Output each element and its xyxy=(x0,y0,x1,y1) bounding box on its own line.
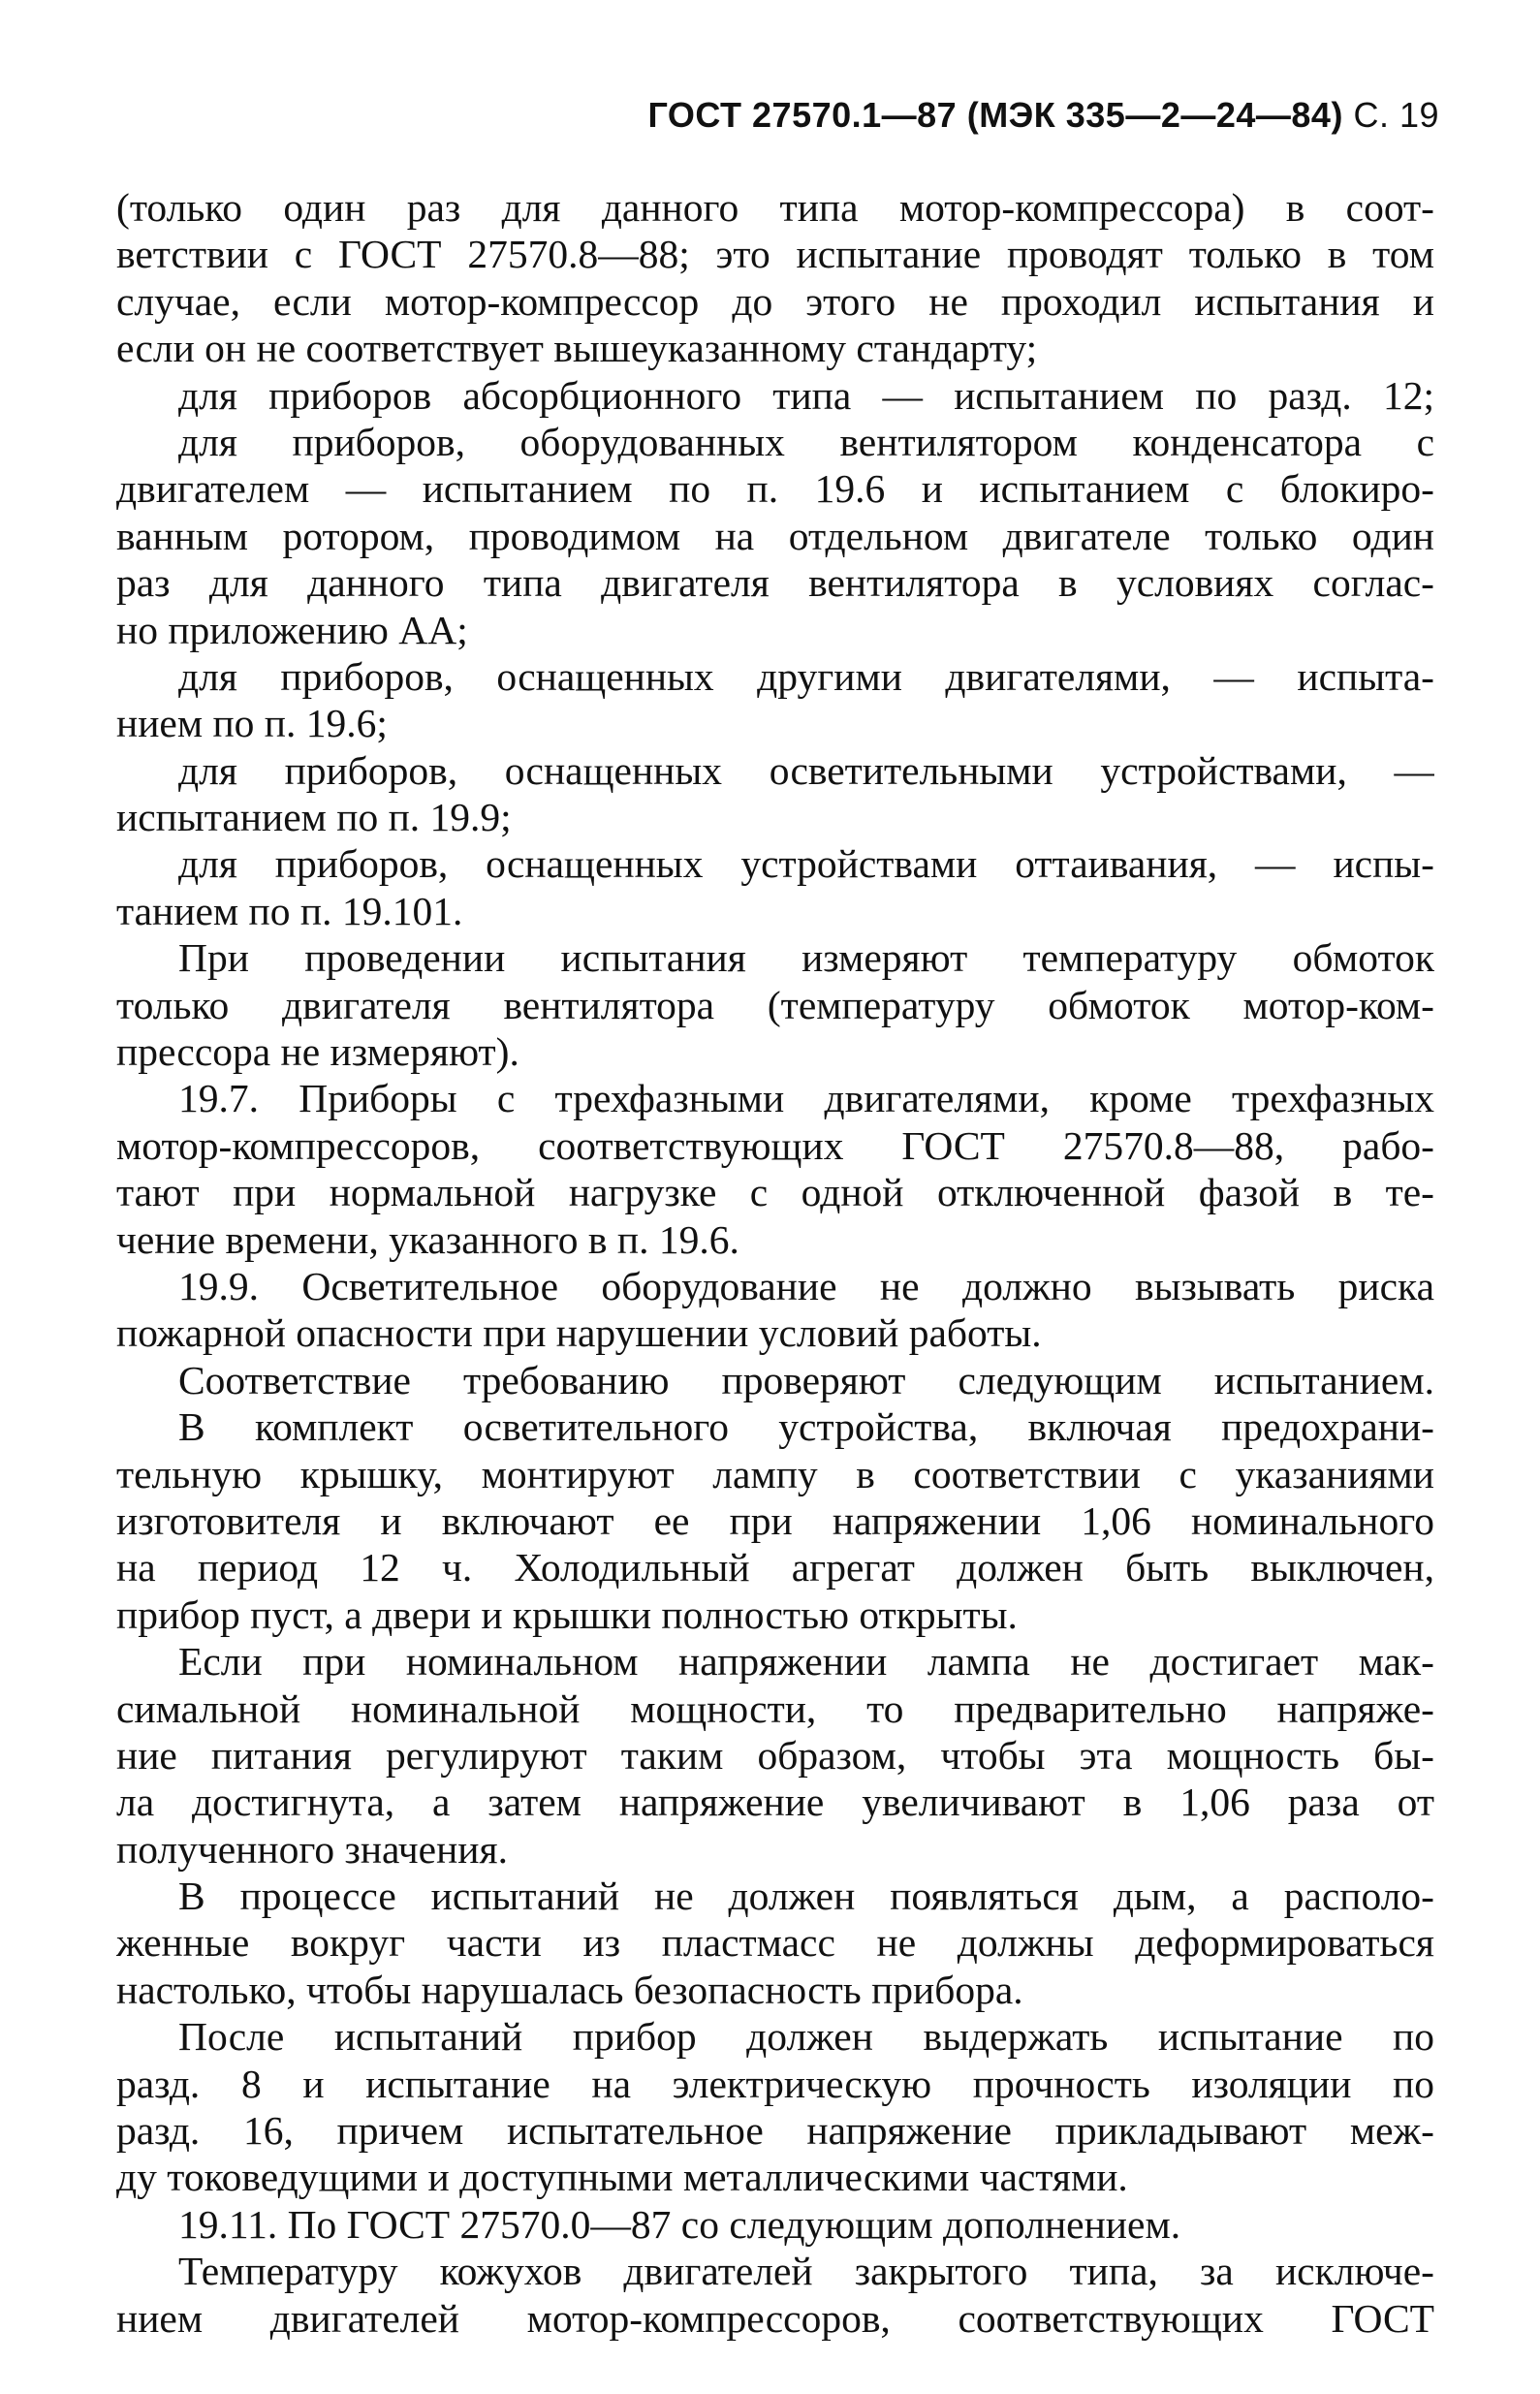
text-line: раз для данного типа двигателя вентилятора в условиях соглас- xyxy=(116,560,1434,606)
text-line: тельную крышку, монтируют лампу в соответствии с указаниями xyxy=(116,1451,1434,1496)
text-line: для приборов, оснащенных осветительными устройствами, — xyxy=(178,747,1434,793)
text-line: В комплект осветительного устройства, включая предохрани- xyxy=(178,1404,1434,1450)
text-line: для приборов, оснащенных другими двигателями, — испыта- xyxy=(178,653,1434,699)
text-line: разд. 8 и испытание на электрическую прочность изоляции по xyxy=(116,2061,1434,2106)
text-line: для приборов, оснащенных устройствами оттаивания, — испы- xyxy=(178,841,1434,887)
text-line: если он не соответствует вышеуказанному стандарту; xyxy=(116,326,1038,371)
text-line: (только один раз для данного типа мотор-компрессора) в соот- xyxy=(116,185,1434,230)
text-line: разд. 16, причем испытательное напряжение прикладывают меж- xyxy=(116,2108,1434,2154)
text-line: ние питания регулируют таким образом, чтобы эта мощность бы- xyxy=(116,1732,1434,1778)
text-line: Температуру кожухов двигателей закрытого типа, за исключе- xyxy=(178,2249,1434,2294)
text-line: только двигателя вентилятора (температуру обмоток мотор-ком- xyxy=(116,982,1434,1027)
text-line: пожарной опасности при нарушении условий работы. xyxy=(116,1310,1042,1356)
text-line: ванным ротором, проводимом на отдельном двигателе только один xyxy=(116,513,1434,558)
text-line: 19.9. Осветительное оборудование не должно вызывать риска xyxy=(178,1263,1434,1308)
text-line: В процессе испытаний не должен появляться дым, а располо- xyxy=(178,1874,1434,1919)
text-line: Если при номинальном напряжении лампа не достигает мак- xyxy=(178,1639,1434,1685)
text-line: симальной номинальной мощности, то предварительно напряже- xyxy=(116,1685,1434,1731)
text-line: ду токоведущими и доступными металлическими частями. xyxy=(116,2155,1128,2200)
text-line: 19.11. По ГОСТ 27570.0—87 со следующим дополнением. xyxy=(178,2201,1181,2247)
text-line: испытанием по п. 19.9; xyxy=(116,795,512,840)
text-line: чение времени, указанного в п. 19.6. xyxy=(116,1216,739,1262)
text-line: женные вокруг части из пластмасс не должны деформироваться xyxy=(116,1920,1434,1966)
text-line: для приборов, оборудованных вентилятором конденсатора с xyxy=(178,419,1434,464)
text-line: ветствии с ГОСТ 27570.8—88; это испытание проводят только в том xyxy=(116,232,1434,277)
text-line: но приложению АА; xyxy=(116,607,468,652)
text-line: танием по п. 19.101. xyxy=(116,888,463,933)
text-line: ла достигнута, а затем напряжение увеличивают в 1,06 раза от xyxy=(116,1780,1434,1825)
text-line: При проведении испытания измеряют температуру обмоток xyxy=(178,935,1434,981)
text-line: для приборов абсорбционного типа — испытанием по разд. 12; xyxy=(178,372,1434,418)
text-line: тают при нормальной нагрузке с одной отключенной фазой в те- xyxy=(116,1170,1434,1215)
text-line: на период 12 ч. Холодильный агрегат должен быть выключен, xyxy=(116,1545,1434,1591)
text-line: прибор пуст, а двери и крышки полностью открыты. xyxy=(116,1591,1018,1637)
text-line: После испытаний прибор должен выдержать испытание по xyxy=(178,2014,1434,2060)
text-line: мотор-компрессоров, соответствующих ГОСТ 27570.8—88, рабо- xyxy=(116,1122,1434,1168)
text-line: двигателем — испытанием по п. 19.6 и испытанием с блокиро- xyxy=(116,466,1434,512)
text-line: случае, если мотор-компрессор до этого не проходил испытания и xyxy=(116,278,1434,324)
page-number: С. 19 xyxy=(1353,95,1439,135)
text-line: 19.7. Приборы с трехфазными двигателями, кроме трехфазных xyxy=(178,1076,1434,1121)
text-line: нием двигателей мотор-компрессоров, соответствующих ГОСТ xyxy=(116,2295,1434,2341)
text-line: изготовителя и включают ее при напряжении 1,06 номинального xyxy=(116,1497,1434,1543)
text-line: Соответствие требованию проверяют следующим испытанием. xyxy=(178,1357,1434,1402)
text-line: прессора не измеряют). xyxy=(116,1029,519,1075)
text-line: нием по п. 19.6; xyxy=(116,701,388,746)
text-line: настолько, чтобы нарушалась безопасность прибора. xyxy=(116,1967,1023,2012)
text-line: полученного значения. xyxy=(116,1826,508,1872)
standard-designation: ГОСТ 27570.1—87 (МЭК 335—2—24—84) xyxy=(647,95,1343,135)
body-text xyxy=(116,184,1434,2342)
running-header xyxy=(648,95,1440,136)
